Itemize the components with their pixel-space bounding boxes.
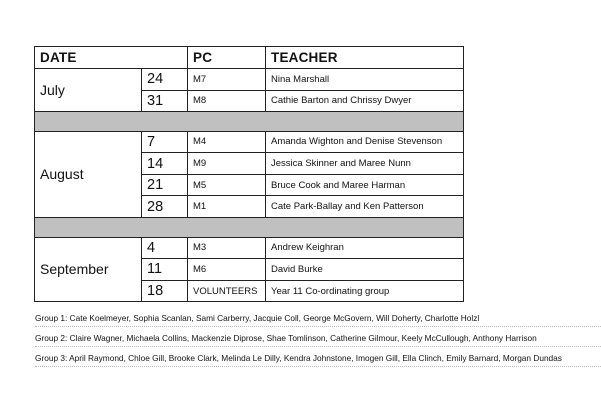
teacher-cell: Cathie Barton and Chrissy Dwyer (266, 90, 464, 112)
date-header: DATE (35, 47, 188, 69)
pc-cell: M1 (188, 196, 266, 218)
group-1-line: Group 1: Cate Koelmeyer, Sophia Scanlan, Sami Carberry, Jacquie Coll, George McGovern, Will Doherty, Charlotte Holzl (35, 311, 601, 327)
teacher-cell: Nina Marshall (266, 69, 464, 91)
teacher-cell: Cate Park-Ballay and Ken Patterson (266, 196, 464, 218)
teacher-cell: Andrew Keighran (266, 237, 464, 259)
header-row (35, 47, 464, 69)
pc-cell: M6 (188, 259, 266, 281)
teacher-header: TEACHER (266, 47, 464, 69)
separator-row (35, 218, 464, 238)
teacher-cell: Year 11 Co-ordinating group (266, 280, 464, 302)
month-label: September (35, 237, 142, 302)
groups-list (35, 311, 601, 371)
pc-cell: VOLUNTEERS (188, 280, 266, 302)
day-cell: 21 (142, 174, 188, 196)
pc-cell: M7 (188, 69, 266, 91)
pc-cell: M4 (188, 131, 266, 153)
roster-table (34, 46, 464, 302)
day-cell: 11 (142, 259, 188, 281)
day-cell: 24 (142, 69, 188, 91)
month-label: July (35, 69, 142, 112)
group-2-line: Group 2: Claire Wagner, Michaela Collins, Mackenzie Diprose, Shae Tomlinson, Catherine Gilmour, Keely McCullough, Anthony Harrison (35, 331, 601, 347)
day-cell: 4 (142, 237, 188, 259)
day-cell: 14 (142, 153, 188, 175)
day-cell: 28 (142, 196, 188, 218)
teacher-cell: Jessica Skinner and Maree Nunn (266, 153, 464, 175)
teacher-cell: Amanda Wighton and Denise Stevenson (266, 131, 464, 153)
teacher-cell: Bruce Cook and Maree Harman (266, 174, 464, 196)
table-row (35, 131, 464, 153)
separator-cell (35, 112, 464, 132)
pc-cell: M8 (188, 90, 266, 112)
teacher-cell: David Burke (266, 259, 464, 281)
pc-cell: M9 (188, 153, 266, 175)
month-label: August (35, 131, 142, 217)
day-cell: 18 (142, 280, 188, 302)
day-cell: 31 (142, 90, 188, 112)
pc-header: PC (188, 47, 266, 69)
separator-cell (35, 218, 464, 238)
table-row (35, 69, 464, 91)
pc-cell: M3 (188, 237, 266, 259)
separator-row (35, 112, 464, 132)
day-cell: 7 (142, 131, 188, 153)
table-row (35, 237, 464, 259)
pc-cell: M5 (188, 174, 266, 196)
group-3-line: Group 3: April Raymond, Chloe Gill, Brooke Clark, Melinda Le Dilly, Kendra Johnstone, Imogen Gill, Ella Clinch, Emily Barnard, Morgan Dundas (35, 351, 601, 367)
